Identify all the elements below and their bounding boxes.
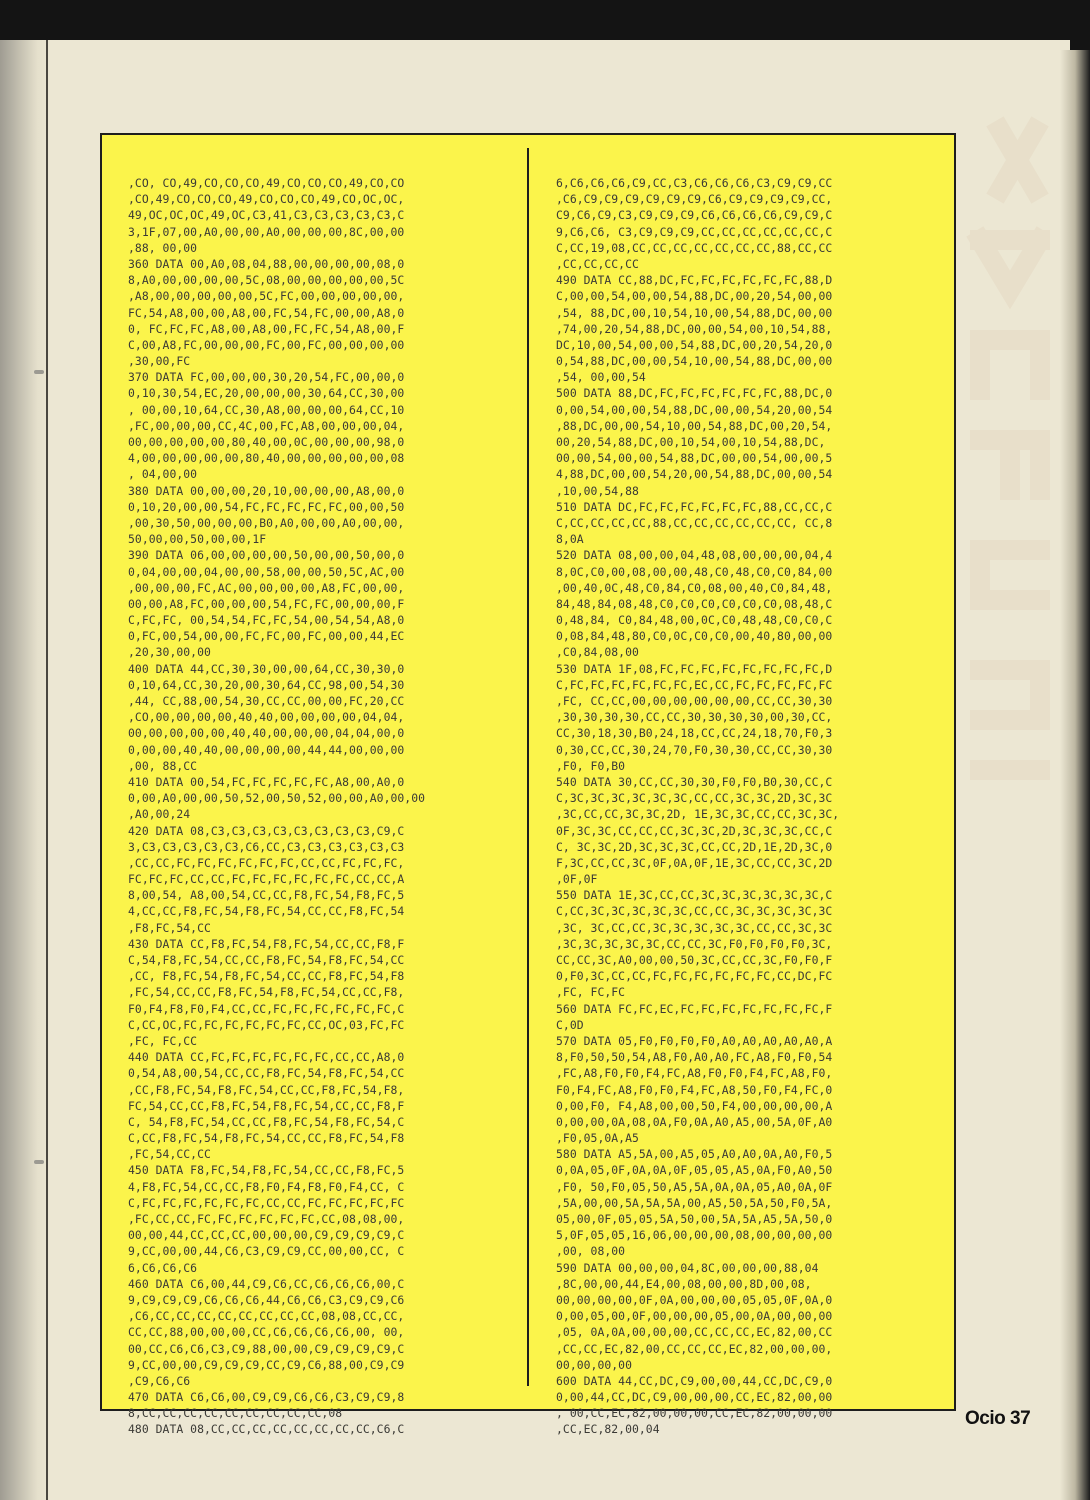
listing-line: 490 DATA CC,88,DC,FC,FC,FC,FC,FC,FC,88,D [556, 273, 833, 288]
binding-edge [46, 40, 48, 1500]
listing-line: 00,00,00,00,0F,0A,00,00,00,05,05,0F,0A,0 [556, 1292, 833, 1307]
listing-line: 560 DATA FC,FC,EC,FC,FC,FC,FC,FC,FC,FC,F [556, 1001, 833, 1016]
listing-line: ,20,30,00,00 [128, 645, 211, 660]
listing-line: 0,00,A0,00,00,50,52,00,50,52,00,00,A0,00,00 [128, 791, 426, 806]
listing-line: 3,C3,C3,C3,C3,C3,C6,CC,C3,C3,C3,C3,C3,C3 [128, 839, 405, 854]
listing-line: ,F0, 50,F0,05,50,A5,5A,0A,0A,05,A0,0A,0F [556, 1179, 833, 1194]
listing-line: 00,00,00,00 [556, 1357, 632, 1372]
listing-line: 9,C9,C9,C9,C6,C6,C6,44,C6,C6,C3,C9,C9,C6 [128, 1292, 405, 1307]
listing-line: ,3C,3C,3C,3C,3C,CC,CC,3C,F0,F0,F0,F0,3C, [556, 936, 833, 951]
listing-line: ,54, 88,DC,00,10,54,10,00,54,88,DC,00,00 [556, 305, 833, 320]
listing-line: 0,00,05,00,0F,00,00,00,05,00,0A,00,00,00 [556, 1309, 833, 1324]
listing-line: ,0F,0F [556, 872, 598, 887]
listing-line: ,CC,CC,EC,82,00,CC,CC,CC,EC,82,00,00,00, [556, 1341, 833, 1356]
listing-line: 0,00,00,40,40,00,00,00,00,44,44,00,00,00 [128, 742, 405, 757]
listing-line: 0,54,88,DC,00,00,54,10,00,54,88,DC,00,00 [556, 354, 833, 369]
listing-line: 8,0A [556, 532, 584, 547]
listing-line: , 04,00,00 [128, 467, 198, 482]
listing-line: 00,00,A8,FC,00,00,00,54,FC,FC,00,00,00,F [128, 596, 405, 611]
listing-line: ,FC,54,CC,CC [128, 1147, 211, 1162]
listing-line: C,FC,FC, 00,54,54,FC,FC,54,00,54,54,A8,0 [128, 613, 405, 628]
listing-line: 460 DATA C6,00,44,C9,C6,CC,C6,C6,C6,00,C [128, 1276, 405, 1291]
listing-line: 00,00,54,00,00,54,88,DC,00,00,54,00,00,5 [556, 451, 833, 466]
listing-line: 4,F8,FC,54,CC,CC,F8,F0,F4,F8,F0,F4,CC, C [128, 1179, 405, 1194]
staple-mark [34, 1160, 44, 1164]
listing-line: ,F0,05,0A,A5 [556, 1131, 639, 1146]
listing-line: 9,CC,00,00,C9,C9,C9,CC,C9,C6,88,00,C9,C9 [128, 1357, 405, 1372]
listing-line: ,FC,00,00,00,CC,4C,00,FC,A8,00,00,00,04, [128, 418, 405, 433]
faded-watermark [960, 110, 1050, 830]
listing-line: 390 DATA 06,00,00,00,00,50,00,00,50,00,0 [128, 548, 405, 563]
listing-line: 6,C6,C6,C6,C9,CC,C3,C6,C6,C6,C3,C9,C9,CC [556, 176, 833, 190]
listing-line: 550 DATA 1E,3C,CC,CC,3C,3C,3C,3C,3C,3C,C [556, 888, 833, 903]
listing-line: 0,10,64,CC,30,20,00,30,64,CC,98,00,54,30 [128, 677, 405, 692]
listing-line: C,CC,OC,FC,FC,FC,FC,FC,FC,CC,OC,03,FC,FC [128, 1017, 405, 1032]
listing-line: C,54,F8,FC,54,CC,CC,F8,FC,54,F8,FC,54,CC [128, 953, 405, 967]
listing-line: 0,00,00,0A,08,0A,F0,0A,A0,A5,00,5A,0F,A0 [556, 1114, 833, 1129]
listing-line: 440 DATA CC,FC,FC,FC,FC,FC,FC,CC,CC,A8,0 [128, 1050, 405, 1065]
listing-line: ,CC, F8,FC,54,F8,FC,54,CC,CC,F8,FC,54,F8 [128, 969, 405, 984]
listing-line: 0,FC,00,54,00,00,FC,FC,00,FC,00,00,44,EC [128, 629, 405, 644]
listing-column-left [128, 175, 425, 1438]
listing-line: ,88, 00,00 [128, 240, 198, 255]
listing-line: ,00,40,0C,48,C0,84,C0,08,00,40,C0,84,48, [556, 580, 833, 595]
listing-line: 00,CC,C6,C6,C3,C9,88,00,00,C9,C9,C9,C9,C [128, 1341, 405, 1356]
column-divider [527, 148, 529, 1386]
listing-line: ,05, 0A,0A,00,00,00,CC,CC,CC,EC,82,00,CC [556, 1325, 833, 1340]
listing-line: ,30,30,30,30,CC,CC,30,30,30,30,00,30,CC, [556, 710, 833, 725]
listing-line: F0,F4,F8,F0,F4,CC,CC,FC,FC,FC,FC,FC,FC,C [128, 1001, 405, 1016]
listing-line: 400 DATA 44,CC,30,30,00,00,64,CC,30,30,0 [128, 661, 405, 676]
listing-line: 580 DATA A5,5A,00,A5,05,A0,A0,0A,A0,F0,5 [556, 1147, 833, 1162]
listing-line: ,74,00,20,54,88,DC,00,00,54,00,10,54,88, [556, 321, 833, 336]
listing-line: ,CO, CO,49,CO,CO,CO,49,CO,CO,CO,49,CO,CO [128, 176, 405, 190]
listing-line: 370 DATA FC,00,00,00,30,20,54,FC,00,00,0 [128, 370, 405, 385]
listing-line: 0,54,A8,00,54,CC,CC,F8,FC,54,F8,FC,54,CC [128, 1066, 405, 1081]
listing-line: 410 DATA 00,54,FC,FC,FC,FC,FC,A8,00,A0,0 [128, 774, 405, 789]
listing-line: C,FC,FC,FC,FC,FC,FC,CC,CC,FC,FC,FC,FC,FC [128, 1195, 405, 1210]
listing-line: 380 DATA 00,00,00,20,10,00,00,00,A8,00,0 [128, 483, 405, 498]
listing-line: ,FC,A8,F0,F0,F4,FC,A8,F0,F0,F4,FC,A8,F0, [556, 1066, 833, 1081]
listing-line: C9,C6,C9,C3,C9,C9,C9,C6,C6,C6,C6,C9,C9,C [556, 208, 833, 223]
listing-line: 84,48,84,08,48,C0,C0,C0,C0,C0,C0,08,48,C [556, 596, 833, 611]
listing-line: 5,0F,05,05,16,06,00,00,00,08,00,00,00,00 [556, 1228, 833, 1243]
listing-line: ,F0, F0,B0 [556, 758, 626, 773]
listing-line: 0,10,30,54,EC,20,00,00,00,30,64,CC,30,00 [128, 386, 405, 401]
listing-line: 600 DATA 44,CC,DC,C9,00,00,44,CC,DC,C9,0 [556, 1373, 833, 1388]
listing-line: 540 DATA 30,CC,CC,30,30,F0,F0,B0,30,CC,C [556, 774, 833, 789]
listing-line: 480 DATA 08,CC,CC,CC,CC,CC,CC,CC,CC,C6,C [128, 1422, 405, 1437]
listing-line: 0,48,84, C0,84,48,00,0C,C0,48,48,C0,C0,C [556, 613, 833, 628]
listing-line: ,54, 00,00,54 [556, 370, 646, 385]
listing-line: 530 DATA 1F,08,FC,FC,FC,FC,FC,FC,FC,FC,D [556, 661, 833, 676]
listing-line: ,CO,00,00,00,00,40,40,00,00,00,00,04,04, [128, 710, 405, 725]
listing-line: 0, FC,FC,FC,A8,00,A8,00,FC,FC,54,A8,00,F [128, 321, 405, 336]
listing-line: 4,CC,CC,F8,FC,54,F8,FC,54,CC,CC,F8,FC,54 [128, 904, 405, 919]
listing-line: C,CC,19,08,CC,CC,CC,CC,CC,CC,CC,88,CC,CC [556, 240, 833, 255]
listing-line: 0,00,44,CC,DC,C9,00,00,00,CC,EC,82,00,00 [556, 1390, 833, 1405]
listing-line: ,A8,00,00,00,00,00,5C,FC,00,00,00,00,00, [128, 289, 405, 304]
listing-line: 8,00,54, A8,00,54,CC,CC,F8,FC,54,F8,FC,5 [128, 888, 405, 903]
listing-line: ,8C,00,00,44,E4,00,08,00,00,8D,00,08, [556, 1276, 812, 1291]
listing-line: ,FC, FC,FC [556, 985, 626, 1000]
listing-line: 0,00,F0, F4,A8,00,00,50,F4,00,00,00,00,A [556, 1098, 833, 1113]
listing-line: ,3C,CC,CC,3C,3C,2D, 1E,3C,3C,CC,CC,3C,3C, [556, 807, 840, 822]
listing-line: 8,CC,CC,CC,CC,CC,CC,CC,CC,CC,08 [128, 1406, 343, 1421]
listing-line: 470 DATA C6,C6,00,C9,C9,C6,C6,C3,C9,C9,8 [128, 1390, 405, 1405]
listing-line: 430 DATA CC,F8,FC,54,F8,FC,54,CC,CC,F8,F [128, 936, 405, 951]
listing-line: 4,00,00,00,00,00,80,40,00,00,00,00,00,08 [128, 451, 405, 466]
listing-line: 0,30,CC,CC,30,24,70,F0,30,30,CC,CC,30,30 [556, 742, 833, 757]
listing-line: F0,F4,FC,A8,F0,F0,F4,FC,A8,50,F0,F4,FC,0 [556, 1082, 833, 1097]
listing-line: 0,10,20,00,00,54,FC,FC,FC,FC,FC,00,00,50 [128, 499, 405, 514]
listing-line: 0F,3C,3C,CC,CC,CC,3C,3C,2D,3C,3C,3C,CC,C [556, 823, 833, 838]
listing-line: FC,54,A8,00,00,A8,00,FC,54,FC,00,00,A8,0 [128, 305, 405, 320]
listing-line: 510 DATA DC,FC,FC,FC,FC,FC,FC,88,CC,CC,C [556, 499, 833, 514]
listing-line: C,00,A8,FC,00,00,00,FC,00,FC,00,00,00,00 [128, 337, 405, 352]
listing-line: 450 DATA F8,FC,54,F8,FC,54,CC,CC,F8,FC,5 [128, 1163, 405, 1178]
listing-line: ,5A,00,00,5A,5A,5A,00,A5,50,5A,50,F0,5A, [556, 1195, 833, 1210]
page-footer: Ocio 37 [965, 1408, 1031, 1429]
listing-line: FC,FC,FC,CC,CC,FC,FC,FC,FC,FC,FC,CC,CC,A [128, 872, 405, 887]
listing-line: 8,A0,00,00,00,00,5C,08,00,00,00,00,00,5C [128, 273, 405, 288]
listing-line: ,CC,CC,FC,FC,FC,FC,FC,FC,CC,CC,FC,FC,FC, [128, 855, 405, 870]
listing-line: 500 DATA 88,DC,FC,FC,FC,FC,FC,FC,88,DC,0 [556, 386, 833, 401]
listing-line: ,00, 08,00 [556, 1244, 626, 1259]
listing-column-right [556, 175, 839, 1438]
listing-line: C, 3C,3C,2D,3C,3C,3C,CC,CC,2D,1E,2D,3C,0 [556, 839, 833, 854]
listing-line: 00,00,00,00,00,40,40,00,00,00,04,04,00,0 [128, 726, 405, 741]
listing-line: DC,10,00,54,00,00,54,88,DC,00,20,54,20,0 [556, 337, 833, 352]
listing-line: 0,00,54,00,00,54,88,DC,00,00,54,20,00,54 [556, 402, 833, 417]
listing-line: C,FC,FC,FC,FC,FC,FC,EC,CC,FC,FC,FC,FC,FC [556, 677, 833, 692]
listing-line: ,00, 88,CC [128, 758, 198, 773]
listing-line: ,CC,F8,FC,54,F8,FC,54,CC,CC,F8,FC,54,F8, [128, 1082, 405, 1097]
listing-line: ,C0,84,08,00 [556, 645, 639, 660]
listing-line: ,00,30,50,00,00,00,B0,A0,00,00,A0,00,00, [128, 515, 405, 530]
listing-line: 0,F0,3C,CC,CC,FC,FC,FC,FC,FC,FC,CC,DC,FC [556, 969, 833, 984]
listing-line: 570 DATA 05,F0,F0,F0,F0,A0,A0,A0,A0,A0,A [556, 1033, 833, 1048]
listing-line: ,88,DC,00,00,54,10,00,54,88,DC,00,20,54, [556, 418, 833, 433]
listing-line: 00,20,54,88,DC,00,10,54,00,10,54,88,DC, [556, 435, 826, 449]
listing-line: ,FC, FC,CC [128, 1033, 198, 1048]
listing-line: F,3C,CC,CC,3C,0F,0A,0F,1E,3C,CC,CC,3C,2D [556, 855, 833, 870]
staple-mark [34, 370, 44, 374]
listing-line: C,CC,3C,3C,3C,3C,3C,CC,CC,3C,3C,3C,3C,3C [556, 904, 833, 919]
listing-line: , 00,CC,EC,82,00,00,00,CC,EC,82,00,00,00 [556, 1406, 833, 1421]
listing-line: ,CC,EC,82,00,04 [556, 1422, 660, 1437]
listing-line: ,CC,CC,CC,CC [556, 256, 639, 271]
listing-line: ,10,00,54,88 [556, 483, 639, 498]
listing-line: 00,00,00,00,00,80,40,00,0C,00,00,00,98,0 [128, 435, 405, 449]
listing-line: C,CC,F8,FC,54,F8,FC,54,CC,CC,F8,FC,54,F8 [128, 1131, 405, 1146]
listing-line: 8,F0,50,50,54,A8,F0,A0,A0,FC,A8,F0,F0,54 [556, 1050, 833, 1065]
listing-line: C,0D [556, 1017, 584, 1032]
listing-line: ,FC,54,CC,CC,F8,FC,54,F8,FC,54,CC,CC,F8, [128, 985, 405, 1000]
listing-line: CC,CC,3C,A0,00,00,50,3C,CC,CC,3C,F0,F0,F [556, 953, 833, 967]
page-gutter [0, 40, 50, 1500]
listing-line: 00,00,44,CC,CC,CC,00,00,00,C9,C9,C9,C9,C [128, 1228, 405, 1243]
listing-line: 0,08,84,48,80,C0,0C,C0,C0,00,40,80,00,00 [556, 629, 833, 644]
listing-line: 3,1F,07,00,A0,00,00,A0,00,00,00,8C,00,00 [128, 224, 405, 239]
listing-line: 9,CC,00,00,44,C6,C3,C9,C9,CC,00,00,CC, C [128, 1244, 405, 1259]
listing-line: CC,30,18,30,B0,24,18,CC,CC,24,18,70,F0,3 [556, 726, 833, 741]
listing-line: 4,88,DC,00,00,54,20,00,54,88,DC,00,00,54 [556, 467, 833, 482]
listing-line: C,00,00,54,00,00,54,88,DC,00,20,54,00,00 [556, 289, 833, 304]
listing-line: 0,04,00,00,04,00,00,58,00,00,50,5C,AC,00 [128, 564, 405, 579]
listing-line: ,CO,49,CO,CO,CO,49,CO,CO,CO,49,CO,OC,OC, [128, 192, 405, 207]
listing-line: C,CC,CC,CC,CC,88,CC,CC,CC,CC,CC,CC, CC,8 [556, 515, 833, 530]
listing-line: 50,00,00,50,00,00,1F [128, 532, 267, 547]
listing-line: ,FC,CC,CC,FC,FC,FC,FC,FC,FC,CC,08,08,00, [128, 1212, 405, 1226]
listing-line: ,44, CC,88,00,54,30,CC,CC,00,00,FC,20,CC [128, 694, 405, 708]
listing-line: FC,54,CC,CC,F8,FC,54,F8,FC,54,CC,CC,F8,F [128, 1098, 405, 1113]
listing-line: ,C9,C6,C6 [128, 1373, 191, 1388]
listing-line: ,00,00,00,FC,AC,00,00,00,00,A8,FC,00,00, [128, 580, 405, 595]
listing-line: 49,OC,OC,OC,49,OC,C3,41,C3,C3,C3,C3,C3,C [128, 208, 405, 223]
listing-line: 05,00,0F,05,05,5A,50,00,5A,5A,A5,5A,50,0 [556, 1212, 833, 1226]
listing-line: C, 54,F8,FC,54,CC,CC,F8,FC,54,F8,FC,54,C [128, 1114, 405, 1129]
listing-line: , 00,00,10,64,CC,30,A8,00,00,00,64,CC,10 [128, 402, 405, 417]
listing-line: ,C6,CC,CC,CC,CC,CC,CC,CC,CC,08,08,CC,CC, [128, 1309, 405, 1324]
listing-line: ,A0,00,24 [128, 807, 191, 822]
listing-line: 9,C6,C6, C3,C9,C9,C9,CC,CC,CC,CC,CC,CC,C [556, 224, 833, 239]
listing-line: 420 DATA 08,C3,C3,C3,C3,C3,C3,C3,C3,C9,C [128, 823, 405, 838]
listing-line: 360 DATA 00,A0,08,04,88,00,00,00,00,08,0 [128, 256, 405, 271]
listing-line: 520 DATA 08,00,00,04,48,08,00,00,00,04,4 [556, 548, 833, 563]
page-edge-shadow [1060, 50, 1090, 1500]
listing-line: ,30,00,FC [128, 354, 191, 369]
listing-line: CC,CC,88,00,00,00,CC,C6,C6,C6,C6,00, 00, [128, 1325, 405, 1340]
listing-line: 590 DATA 00,00,00,04,8C,00,00,00,88,04 [556, 1260, 819, 1275]
listing-line: ,FC, CC,CC,00,00,00,00,00,00,CC,CC,30,30 [556, 694, 833, 708]
listing-line: C,3C,3C,3C,3C,3C,3C,CC,CC,3C,3C,2D,3C,3C [556, 791, 833, 806]
listing-line: 6,C6,C6,C6 [128, 1260, 198, 1275]
listing-line: ,3C, 3C,CC,CC,3C,3C,3C,3C,3C,CC,CC,3C,3C [556, 920, 833, 935]
listing-line: 8,0C,C0,00,08,00,00,48,C0,48,C0,C0,84,00 [556, 564, 833, 579]
listing-line: ,C6,C9,C9,C9,C9,C9,C9,C6,C9,C9,C9,C9,CC, [556, 192, 833, 207]
listing-line: 0,0A,05,0F,0A,0A,0F,05,05,A5,0A,F0,A0,50 [556, 1163, 833, 1178]
listing-line: ,F8,FC,54,CC [128, 920, 211, 935]
